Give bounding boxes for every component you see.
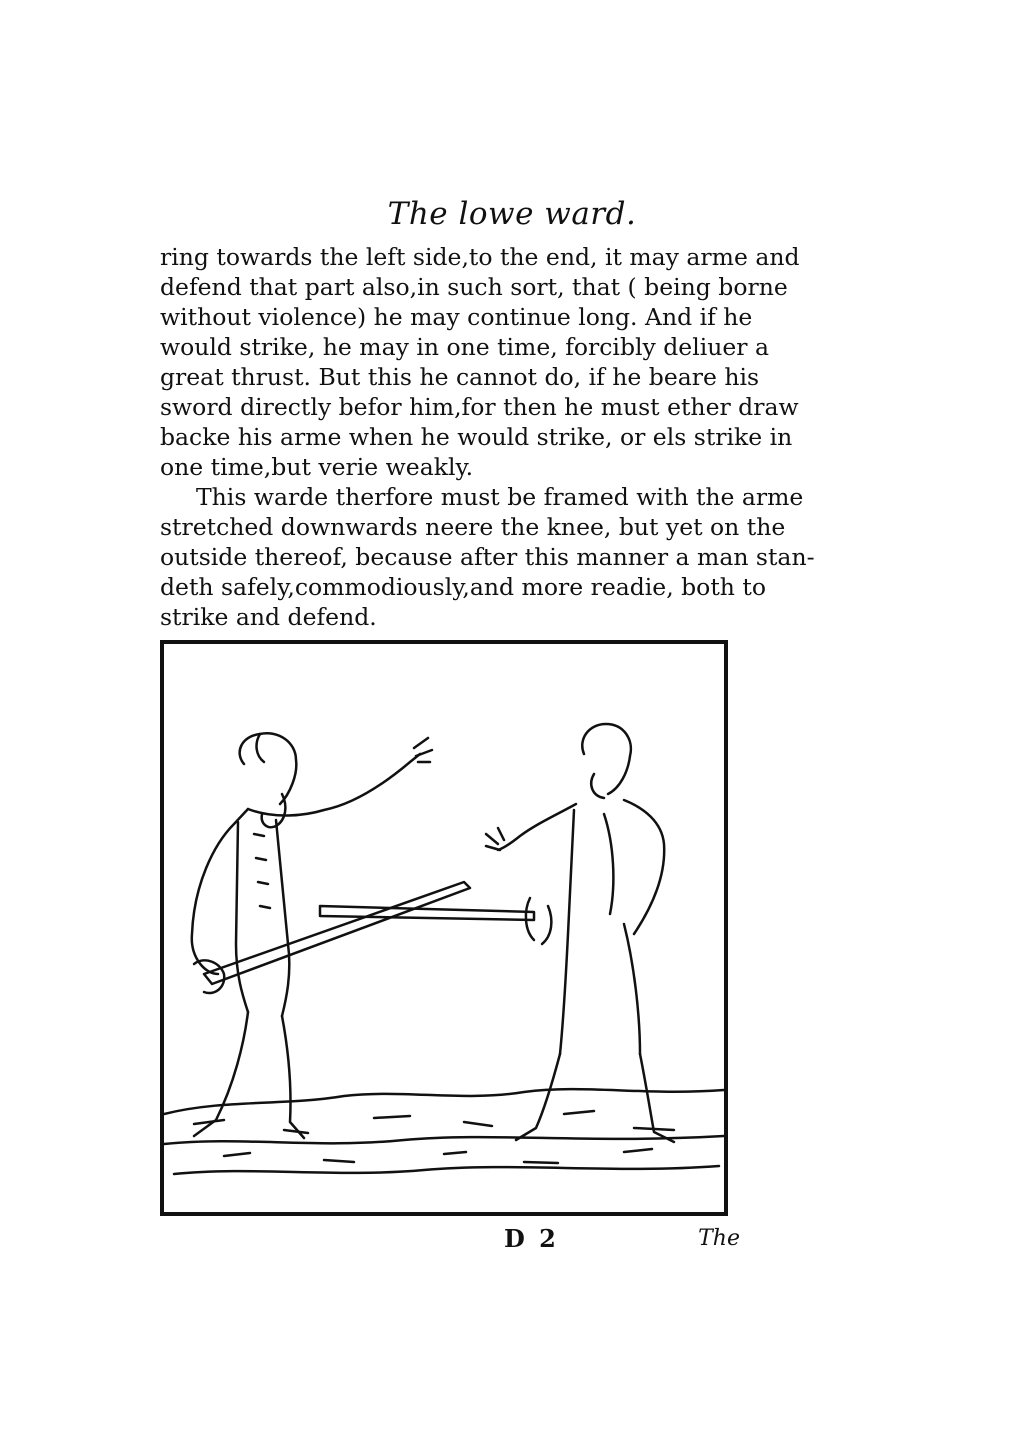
text-line: without violence) he may continue long. And if he [160, 303, 753, 331]
page-title: The lowe ward. [387, 196, 637, 232]
text-line: great thrust. But this he cannot do, if he beare his [160, 363, 760, 391]
page-footer [160, 1224, 740, 1260]
left-sword [204, 882, 470, 984]
text-line: stretched downwards neere the knee, but yet on the [160, 513, 786, 541]
right-sword [320, 906, 534, 920]
text-line: This warde therfore must be framed with the arme [196, 483, 804, 511]
text-line: defend that part also,in such sort, that ( being borne [160, 273, 788, 301]
text-line: ring towards the left side,to the end, it may arme and [160, 243, 800, 271]
text-line: outside thereof, because after this manner a man stan- [160, 543, 815, 571]
text-line: sword directly befor him,for then he must ether draw [160, 393, 799, 421]
signature-mark: D 2 [504, 1224, 559, 1253]
catchword: The [698, 1226, 740, 1251]
right-fencer [486, 724, 674, 1142]
text-line: strike and defend. [160, 603, 377, 631]
swordsmen-woodcut [164, 644, 724, 1212]
woodcut-illustration [160, 640, 728, 1216]
ground [164, 1089, 724, 1114]
text-line: deth safely,commodiously,and more readie, both to [160, 573, 766, 601]
text-line: one time,but verie weakly. [160, 453, 474, 481]
text-line: backe his arme when he would strike, or els strike in [160, 423, 793, 451]
text-line: would strike, he may in one time, forcibly deliuer a [160, 333, 769, 361]
body-text [160, 242, 815, 632]
